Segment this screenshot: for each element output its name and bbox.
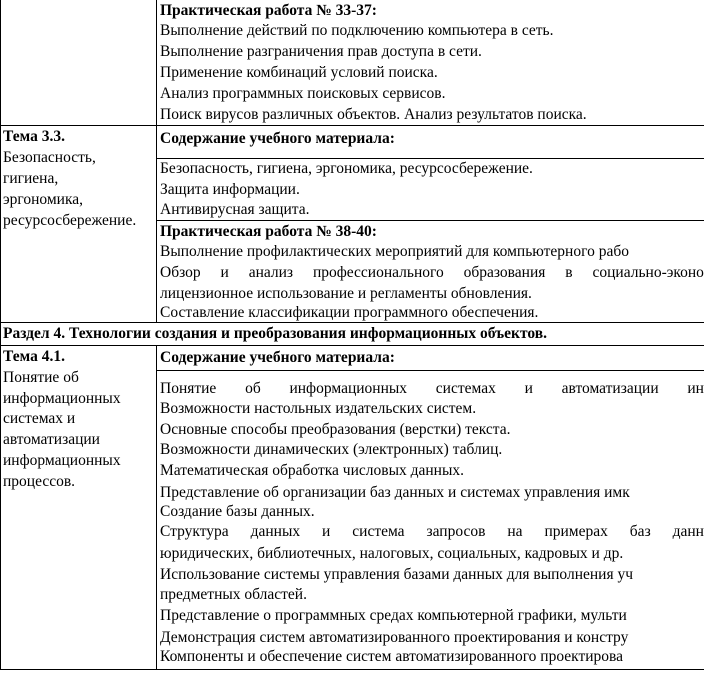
- topic-name-line: системах и: [3, 410, 76, 427]
- list-item: Антивирусная защита.: [160, 201, 310, 218]
- word: системах: [435, 380, 496, 397]
- table-bottom-border: [0, 669, 704, 670]
- row-divider: [0, 125, 704, 126]
- word: данн: [672, 523, 704, 540]
- topic-name-line: Понятие об: [3, 369, 79, 386]
- list-item: Представление об организации баз данных и системах управления имк: [160, 484, 630, 501]
- topic-name-line: гигиена,: [3, 170, 59, 187]
- list-item: Выполнение разграничения прав доступа в сети.: [160, 43, 482, 60]
- word: ин: [687, 380, 704, 397]
- table-left-border: [0, 0, 1, 670]
- list-item: Анализ программных поисковых сервисов.: [160, 85, 446, 102]
- list-item: Применение комбинаций условий поиска.: [160, 64, 438, 81]
- list-item: предметных областей.: [160, 586, 307, 603]
- word: на: [507, 523, 523, 540]
- list-item: Безопасность, гигиена, эргономика, ресурсосбережение.: [160, 160, 533, 177]
- word: Обзор: [160, 264, 201, 281]
- word: в: [565, 264, 573, 281]
- list-item: Демонстрация систем автоматизированного проектирования и констру: [160, 629, 629, 646]
- topic-name-line: информационных: [3, 390, 121, 407]
- list-item: Поиск вирусов различных объектов. Анализ результатов поиска.: [160, 106, 587, 123]
- topic-name-line: Безопасность,: [3, 149, 96, 166]
- content-header: Содержание учебного материала:: [160, 130, 395, 147]
- section-title: Раздел 4. Технологии создания и преобразования информационных объектов.: [3, 325, 547, 342]
- word: и: [220, 264, 229, 281]
- row-divider: [0, 345, 704, 346]
- practical-work-title: Практическая работа № 33-37:: [160, 2, 377, 19]
- topic-name-line: автоматизации: [3, 431, 100, 448]
- topic-name-line: информационных: [3, 452, 121, 469]
- column-divider: [156, 345, 157, 670]
- topic-name-line: ресурсосбережение.: [3, 212, 137, 229]
- list-item: Возможности настольных издательских систем.: [160, 400, 477, 417]
- list-item: Защита информации.: [160, 181, 300, 198]
- list-item: [160, 522, 704, 542]
- word: информационных: [289, 380, 408, 397]
- word: Структура: [160, 523, 229, 540]
- topic-title: Тема 4.1.: [3, 348, 65, 365]
- list-item: [160, 379, 704, 399]
- topic-name-line: процессов.: [3, 473, 76, 490]
- word: социально-эконо: [592, 264, 704, 281]
- word: баз: [629, 523, 651, 540]
- word: профессионального: [312, 264, 444, 281]
- list-item: Выполнение профилактических мероприятий для компьютерного рабо: [160, 243, 629, 260]
- list-item: [160, 263, 704, 283]
- practical-work-title: Практическая работа № 38-40:: [160, 223, 377, 240]
- word: Понятие: [160, 380, 217, 397]
- list-item: Использование системы управления базами данных для выполнения уч: [160, 566, 634, 583]
- word: система: [352, 523, 405, 540]
- list-item: Создание базы данных.: [160, 503, 315, 520]
- word: образования: [463, 264, 546, 281]
- list-item: Основные способы преобразования (верстки) текста.: [160, 421, 511, 438]
- word: автоматизации: [561, 380, 659, 397]
- word: данных: [250, 523, 301, 540]
- topic-title: Тема 3.3.: [3, 128, 65, 145]
- list-item: Математическая обработка числовых данных.: [160, 462, 465, 479]
- list-item: юридических, библиотечных, налоговых, социальных, кадровых и др.: [160, 545, 624, 562]
- word: об: [245, 380, 261, 397]
- column-divider: [156, 0, 157, 322]
- word: и: [524, 380, 533, 397]
- word: запросов: [426, 523, 486, 540]
- list-item: Составление классификации программного обеспечения.: [160, 304, 539, 321]
- word: примерах: [544, 523, 608, 540]
- list-item: Возможности динамических (электронных) таблиц.: [160, 441, 503, 458]
- content-header: Содержание учебного материала:: [160, 349, 395, 366]
- word: анализ: [248, 264, 294, 281]
- topic-name-line: эргономика,: [3, 191, 84, 208]
- list-item: лицензионное использование и регламенты обновления.: [160, 285, 532, 302]
- row-divider: [156, 370, 704, 371]
- list-item: Выполнение действий по подключению компьютера в сеть.: [160, 22, 554, 39]
- list-item: Представление о программных средах компьютерной графики, мульти: [160, 607, 627, 624]
- row-divider: [156, 220, 704, 221]
- word: и: [322, 523, 331, 540]
- list-item: Компоненты и обеспечение систем автоматизированного проектирова: [160, 648, 624, 665]
